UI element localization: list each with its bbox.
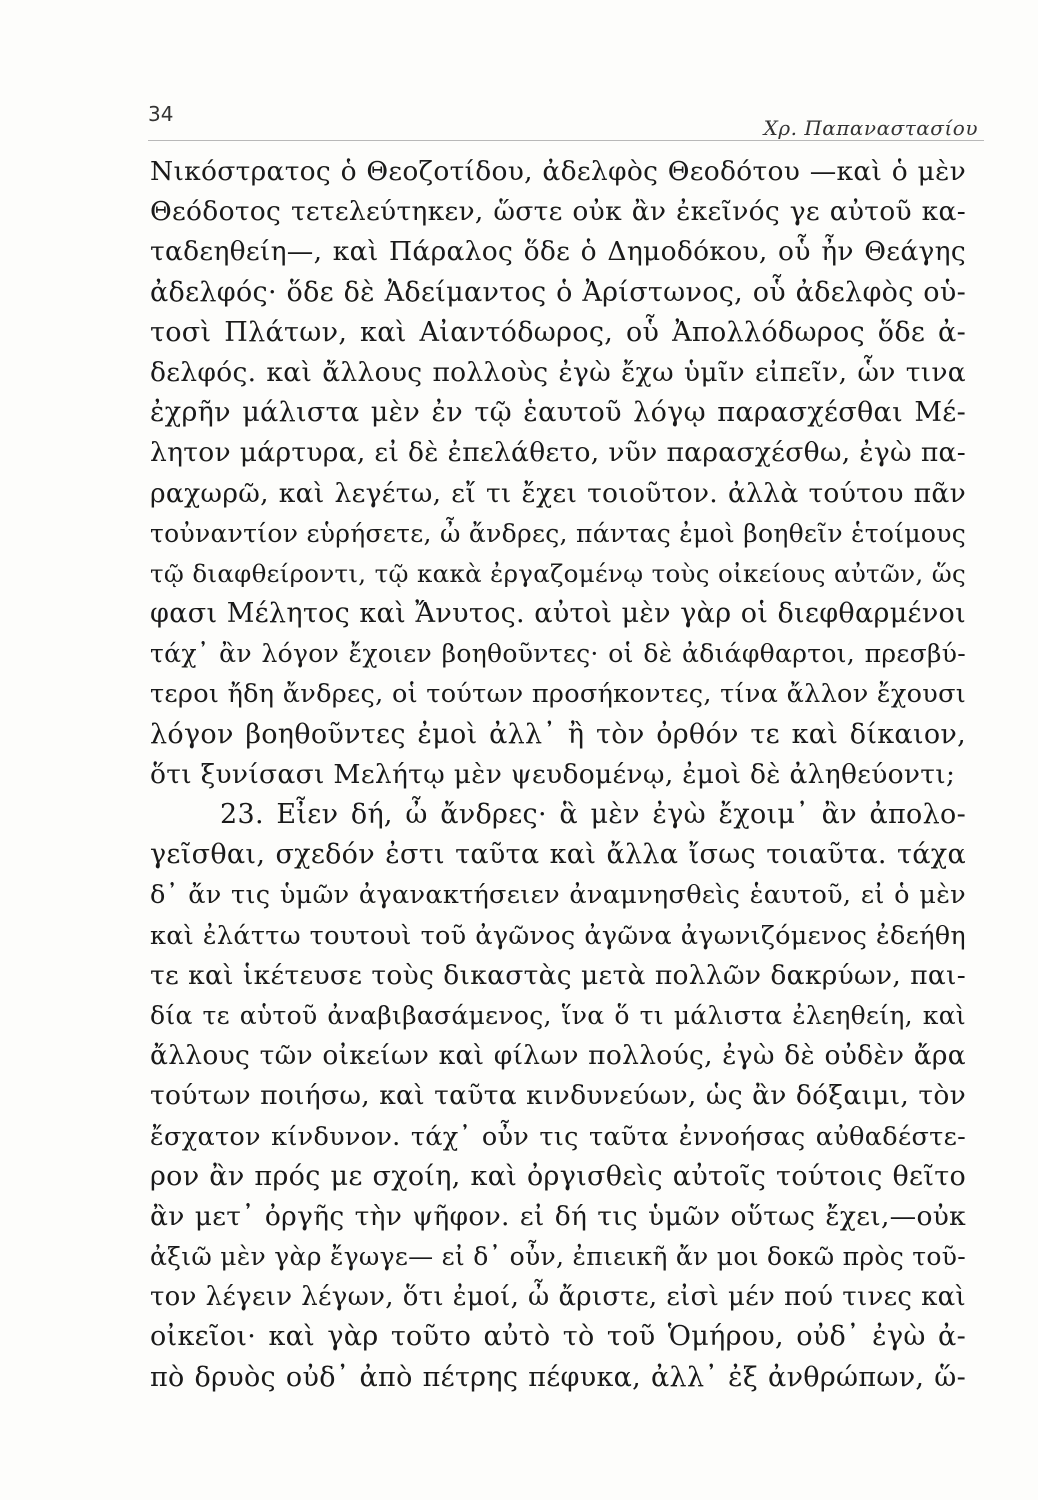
text-line: λόγον βοηθοῦντες ἐμοὶ ἀλλ᾽ ἢ τὸν ὀρθόν τε καὶ δίκαιον, [150,718,966,750]
text-line: Νικόστρατος ὁ Θεοζοτίδου, ἀδελφὸς Θεοδότου —καὶ ὁ μὲν [150,156,966,187]
page-number: 34 [148,102,174,126]
text-line: ἀδελφός· ὅδε δὲ Ἀδείμαντος ὁ Ἀρίστωνος, οὗ ἀδελφὸς οὑ- [150,276,966,308]
text-line: καὶ ἐλάττω τουτουὶ τοῦ ἀγῶνος ἀγῶνα ἀγωνιζόμενος ἐδεήθη [150,920,966,951]
running-head [148,96,984,141]
text-line: ἀξιῶ μὲν γὰρ ἔγωγε— εἰ δ᾽ οὖν, ἐπιεικῆ ἄν μοι δοκῶ πρὸς τοῦ- [150,1242,966,1272]
text-line: ἔσχατον κίνδυνον. τάχ᾽ οὖν τις ταῦτα ἐννοήσας αὐθαδέστε- [150,1121,966,1152]
text-line: τούτων ποιήσω, καὶ ταῦτα κινδυνεύων, ὡς ἂν δόξαιμι, τὸν [150,1080,966,1112]
text-line: πὸ δρυὸς οὐδ᾽ ἀπὸ πέτρης πέφυκα, ἀλλ᾽ ἐξ ἀνθρώπων, ὥ- [150,1361,966,1393]
text-line: τῷ διαφθείροντι, τῷ κακὰ ἐργαζομένῳ τοὺς οἰκείους αὐτῶν, ὥς [150,558,966,588]
text-line: ἂν μετ᾽ ὀργῆς τὴν ψῆφον. εἰ δή τις ὑμῶν οὕτως ἔχει,—οὐκ [150,1200,966,1232]
text-line: δ᾽ ἄν τις ὑμῶν ἀγανακτήσειεν ἀναμνησθεὶς ἑαυτοῦ, εἰ ὁ μὲν [150,880,966,911]
text-line: οἰκεῖοι· καὶ γὰρ τοῦτο αὐτὸ τὸ τοῦ Ὁμήρου, οὐδ᾽ ἐγὼ ἀ- [150,1321,966,1353]
greek-text-body [150,152,966,1398]
text-line: ραχωρῶ, καὶ λεγέτω, εἴ τι ἔχει τοιοῦτον. ἀλλὰ τούτου πᾶν [150,477,966,509]
text-line: τοὐναντίον εὑρήσετε, ὦ ἄνδρες, πάντας ἐμοὶ βοηθεῖν ἑτοίμους [150,518,966,548]
text-line: τε καὶ ἱκέτευσε τοὺς δικαστὰς μετὰ πολλῶν δακρύων, παι- [150,959,966,991]
text-line: ἄλλους τῶν οἰκείων καὶ φίλων πολλούς, ἐγὼ δὲ οὐδὲν ἄρα [150,1040,966,1072]
text-line: λητον μάρτυρα, εἰ δὲ ἐπελάθετο, νῦν παρασχέσθω, ἐγὼ πα- [150,437,966,469]
text-line: Θεόδοτος τετελεύτηκεν, ὥστε οὐκ ἂν ἐκεῖνός γε αὐτοῦ κα- [150,196,966,228]
text-line: φασι Μέλητος καὶ Ἄνυτος. αὐτοὶ μὲν γὰρ οἱ διεφθαρμένοι [150,598,966,630]
section-start-line: 23. Εἶεν δή, ὦ ἄνδρες· ἃ μὲν ἐγὼ ἔχοιμ᾽ ἂν ἀπολο- [220,799,966,830]
running-head-author: Χρ. Παπαναστασίου [763,116,978,140]
text-line: τοσὶ Πλάτων, καὶ Αἰαντόδωρος, οὗ Ἀπολλόδωρος ὅδε ἀ- [150,316,966,348]
text-line: τον λέγειν λέγων, ὅτι ἐμοί, ὦ ἄριστε, εἰσὶ μέν πού τινες καὶ [150,1282,966,1313]
text-line: δία τε αὑτοῦ ἀναβιβασάμενος, ἵνα ὅ τι μάλιστα ἐλεηθείη, καὶ [150,1000,966,1030]
text-line: τεροι ἤδη ἄνδρες, οἱ τούτων προσήκοντες, τίνα ἄλλον ἔχουσι [150,679,966,710]
text-line: ρον ἂν πρός με σχοίη, καὶ ὀργισθεὶς αὐτοῖς τούτοις θεῖτο [150,1160,966,1192]
text-line: γεῖσθαι, σχεδόν ἐστι ταῦτα καὶ ἄλλα ἴσως τοιαῦτα. τάχα [150,839,966,871]
text-line: τάχ᾽ ἂν λόγον ἔχοιεν βοηθοῦντες· οἱ δὲ ἀδιάφθαρτοι, πρεσβύ- [150,639,966,669]
text-line: δελφός. καὶ ἄλλους πολλοὺς ἐγὼ ἔχω ὑμῖν εἰπεῖν, ὧν τινα [150,356,966,388]
text-line: ὅτι ξυνίσασι Μελήτῳ μὲν ψευδομένῳ, ἐμοὶ δὲ ἀληθεύοντι; [150,758,956,790]
text-line: ταδεηθείη—, καὶ Πάραλος ὅδε ὁ Δημοδόκου, οὗ ἦν Θεάγης [150,236,966,268]
text-line: ἐχρῆν μάλιστα μὲν ἐν τῷ ἑαυτοῦ λόγῳ παρασχέσθαι Μέ- [150,397,966,429]
